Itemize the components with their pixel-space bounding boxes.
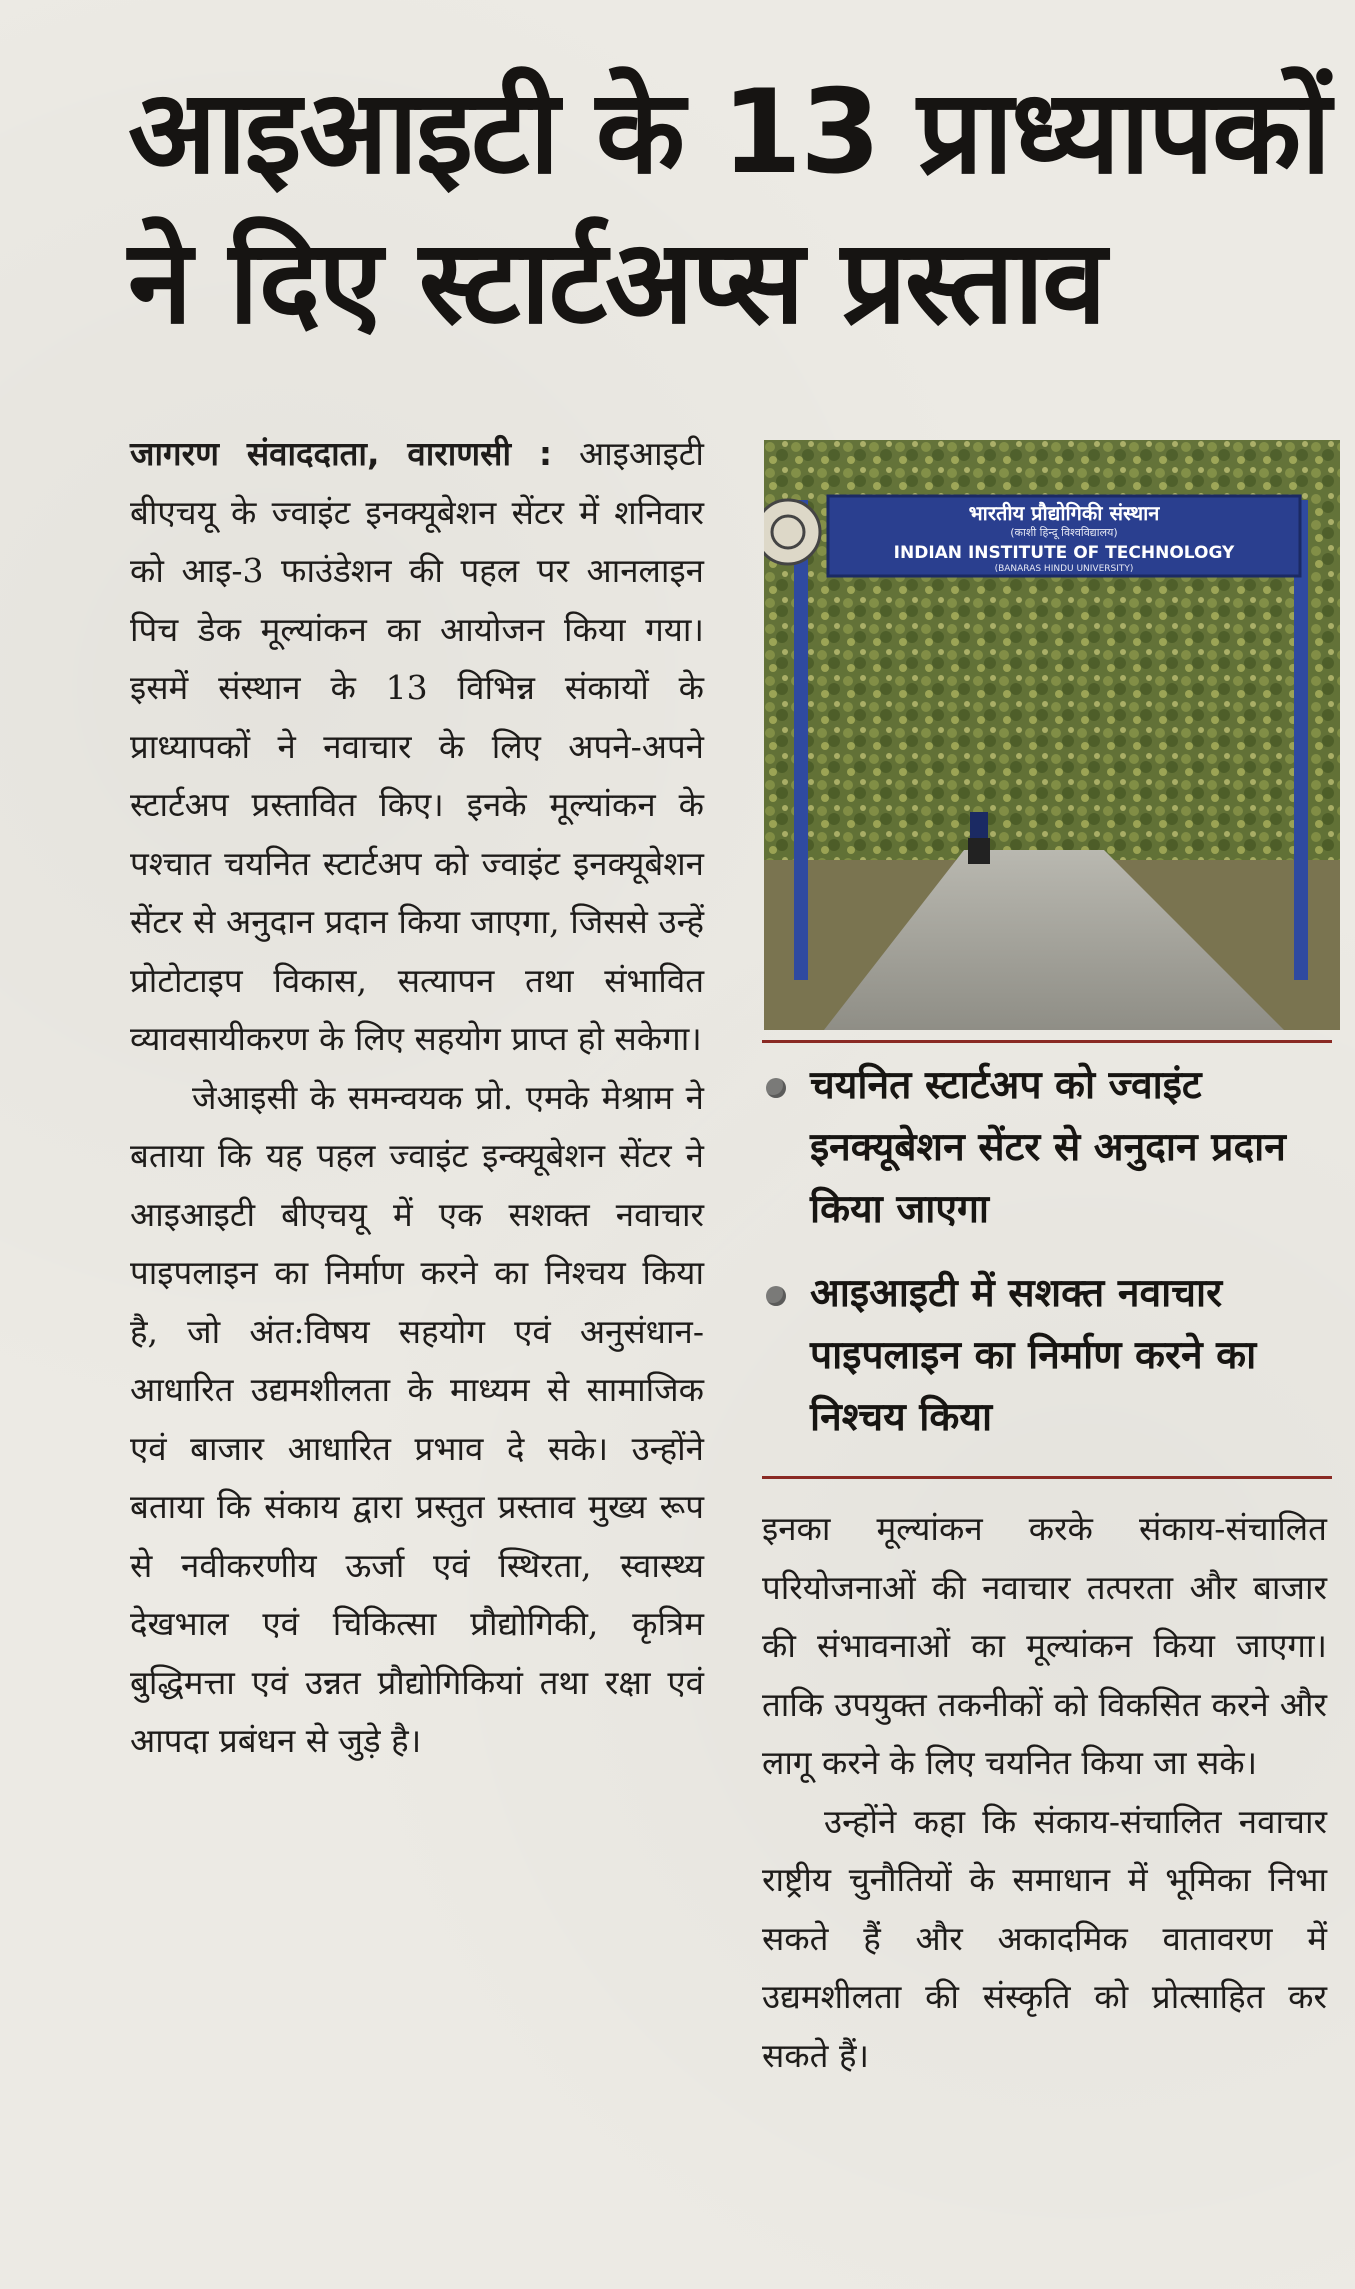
highlight-item-2	[762, 1263, 1337, 1449]
highlights-box	[762, 1055, 1337, 1471]
iit-gate-photo	[764, 440, 1340, 1030]
article-column-left	[130, 425, 704, 1771]
headline	[128, 58, 1328, 358]
article-paragraph-3: इनका मूल्यांकन करके संकाय-संचालित परियोजनाओं की नवाचार तत्परता और बाजार की संभावनाओं का मूल्यांकन किया जाएगा। ताकि उपयुक्त तकनीकों को विकसित करने और लागू करने के लिए चयनित किया जा सके।	[762, 1509, 1327, 1782]
highlights-top-rule	[762, 1040, 1332, 1043]
sign-hindi: भारतीय प्रौद्योगिकी संस्थान	[968, 501, 1160, 525]
highlights-bottom-rule	[762, 1476, 1332, 1479]
headline-line-1: आइआइटी के 13 प्राध्यापकों	[128, 65, 1330, 200]
headline-line-2: ने दिए स्टार्टअप्स प्रस्ताव	[128, 215, 1105, 350]
bullet-dot-icon	[766, 1078, 786, 1098]
highlight-text-1: चयनित स्टार्टअप को ज्वाइंट इनक्यूबेशन सेंटर से अनुदान प्रदान किया जाएगा	[810, 1063, 1286, 1232]
article-paragraph-1	[130, 425, 704, 1069]
article-paragraph-1-text: आइआइटी बीएचयू के ज्वाइंट इनक्यूबेशन सेंटर में शनिवार को आइ-3 फाउंडेशन की पहल पर आनलाइन पिच डेक मूल्यांकन का आयोजन किया गया। इसमें संस्थान के 13 विभिन्न संकायों के प्राध्यापकों ने नवाचार के लिए अपने-अपने स्टार्टअप प्रस्तावित किए। इनके मूल्यांकन के पश्चात चयनित स्टार्टअप को ज्वाइंट इनक्यूबेशन सेंटर से अनुदान प्रदान किया जाएगा, जिससे उन्हें प्रोटोटाइप विकास, सत्यापन तथा संभावित व्यावसायीकरण के लिए सहयोग प्राप्त हो सकेगा।	[130, 434, 704, 1058]
article-paragraph-4: उन्होंने कहा कि संकाय-संचालित नवाचार राष्ट्रीय चुनौतियों के समाधान में भूमिका निभा सकते हैं और अकादमिक वातावरण में उद्यमशीलता की संस्कृति को प्रोत्साहित कर सकते हैं।	[762, 1801, 1327, 2075]
dateline: जागरण संवाददाता, वाराणसी :	[130, 434, 553, 473]
bullet-dot-icon	[766, 1286, 786, 1306]
highlight-item-1	[762, 1055, 1337, 1241]
sign-hindi-sub: (काशी हिन्दू विश्वविद्यालय)	[1010, 526, 1118, 539]
sign-english: INDIAN INSTITUTE OF TECHNOLOGY	[893, 543, 1235, 563]
highlight-text-2: आइआइटी में सशक्त नवाचार पाइपलाइन का निर्माण करने का निश्चय किया	[810, 1271, 1257, 1440]
article-paragraph-2: जेआइसी के समन्वयक प्रो. एमके मेश्राम ने बताया कि यह पहल ज्वाइंट इन्क्यूबेशन सेंटर ने आइआइटी बीएचयू में एक सशक्त नवाचार पाइपलाइन का निर्माण करने का निश्चय किया है, जो अंत:विषय सहयोग एवं अनुसंधान-आधारित उद्यमशीलता के माध्यम से सामाजिक एवं बाजार आधारित प्रभाव दे सके। उन्होंने बताया कि संकाय द्वारा प्रस्तुत प्रस्ताव मुख्य रूप से नवीकरणीय ऊर्जा एवं स्थिरता, स्वास्थ्य देखभाल एवं चिकित्सा प्रौद्योगिकी, कृत्रिम बुद्धिमत्ता एवं उन्नत प्रौद्योगिकियां तथा रक्षा एवं आपदा प्रबंधन से जुड़े है।	[130, 1077, 704, 1760]
sign-english-sub: (BANARAS HINDU UNIVERSITY)	[994, 564, 1134, 574]
article-column-right	[762, 1500, 1327, 2085]
photo-illustration	[764, 440, 1340, 1030]
